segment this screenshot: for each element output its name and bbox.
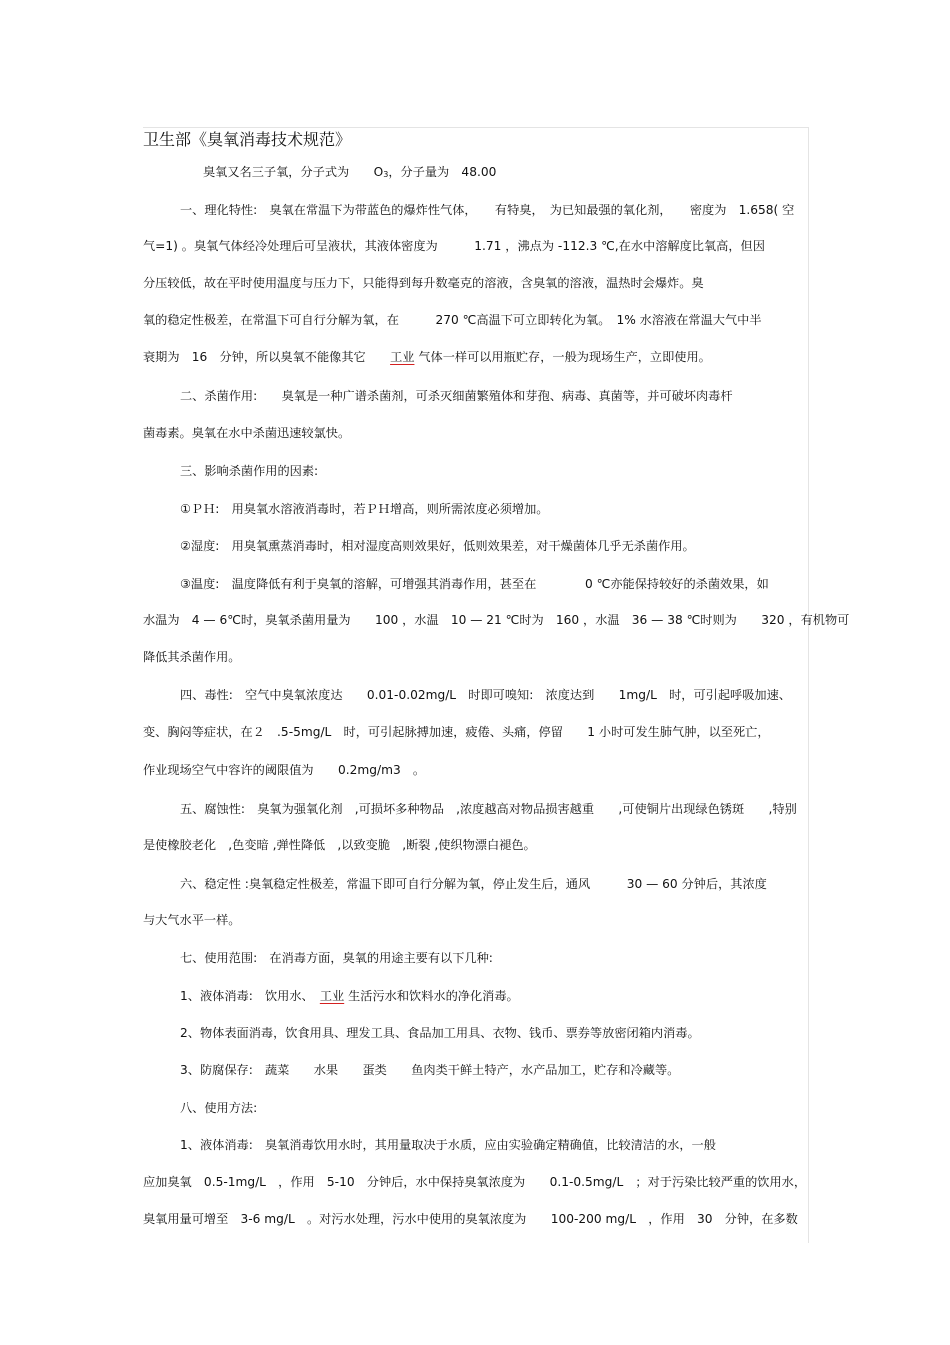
paragraph-line: 菌毒素。臭氧在水中杀菌迅速较氯快。 bbox=[143, 426, 351, 440]
paragraph-line: 3、防腐保存: 蔬菜 水果 蛋类 鱼肉类干鲜土特产，水产品加工，贮存和冷藏等。 bbox=[180, 1063, 680, 1077]
paragraph-line: 降低其杀菌作用。 bbox=[143, 650, 241, 664]
paragraph-line: 应加臭氧 0.5-1mg/L ，作用 5-10 分钟后，水中保持臭氧浓度为 0.1-0.5mg/L ；对于污染比较严重的饮用水， bbox=[143, 1175, 807, 1189]
paragraph-line: 二、杀菌作用: 臭氧是一种广谱杀菌剂，可杀灭细菌繁殖体和芽孢、病毒、真菌等，并可破坏肉毒杆 bbox=[180, 389, 733, 403]
paragraph-line: ③温度: 温度降低有利于臭氧的溶解，可增强其消毒作用，甚至在 0 ℃亦能保持较好的杀菌效果，如 bbox=[180, 577, 769, 591]
paragraph-line: 六、稳定性 :臭氧稳定性极差，常温下即可自行分解为氧，停止发生后，通风 30 — 60 分钟后，其浓度 bbox=[180, 877, 767, 891]
paragraph-line: 一、理化特性: 臭氧在常温下为带蓝色的爆炸性气体， 有特臭， 为已知最强的氧化剂， 密度为 1.658( 空 bbox=[180, 203, 795, 217]
paragraph-line: 变、胸闷等症状，在２ .5-5mg/L 时，可引起脉搏加速，疲倦、头痛，停留 1 小时可发生肺气肿，以至死亡， bbox=[143, 725, 770, 739]
section-heading: 七、使用范围: 在消毒方面，臭氧的用途主要有以下几种: bbox=[180, 951, 493, 965]
paragraph-line: 与大气水平一样。 bbox=[143, 913, 241, 927]
underlined-word: 工业 bbox=[390, 350, 415, 364]
document-title: 卫生部《臭氧消毒技术规范》 bbox=[143, 130, 352, 149]
paragraph-line: 气=1) 。臭氧气体经冷处理后可呈液状，其液体密度为 1.71 ，沸点为 -112.3 ℃,在水中溶解度比氧高，但因 bbox=[143, 239, 765, 253]
paragraph-line: 1、液体消毒: 臭氧消毒饮用水时，其用量取决于水质，应由实验确定精确值，比较清洁的水，一般 bbox=[180, 1138, 716, 1152]
paragraph-line: 五、腐蚀性: 臭氧为强氧化剂 ,可损坏多种物品 ,浓度越高对物品损害越重 ,可使铜片出现绿色锈斑 ,特别 bbox=[180, 802, 797, 816]
paragraph-line: 氧的稳定性极差，在常温下可自行分解为氧，在 270 ℃高温下可立即转化为氧。 1% 水溶液在常温大气中半 bbox=[143, 313, 762, 327]
paragraph-line: 是使橡胶老化 ,色变暗 ,弹性降低 ,以致变脆 ,断裂 ,使织物漂白褪色。 bbox=[143, 838, 536, 852]
paragraph-line: 臭氧用量可增至 3-6 mg/L 。对污水处理，污水中使用的臭氧浓度为 100-200 mg/L ，作用 30 分钟，在多数 bbox=[143, 1212, 798, 1226]
section-heading: 三、影响杀菌作用的因素: bbox=[180, 464, 319, 478]
paragraph-line: 臭氧又名三子氧，分子式为 O3，分子量为 48.00 bbox=[203, 165, 497, 179]
paragraph-line: 水温为 4 — 6℃时，臭氧杀菌用量为 100 ，水温 10 — 21 ℃时为 160 ，水温 36 — 38 ℃时则为 320 ，有机物可 bbox=[143, 613, 850, 627]
paragraph-line: ②湿度: 用臭氧熏蒸消毒时，相对湿度高则效果好，低则效果差，对干燥菌体几乎无杀菌作用。 bbox=[180, 539, 695, 553]
paragraph-line: ①ＰＨ: 用臭氧水溶液消毒时，若ＰＨ增高，则所需浓度必须增加。 bbox=[180, 502, 549, 516]
paragraph-line: 作业现场空气中容许的阈限值为 0.2mg/m3 。 bbox=[143, 763, 426, 777]
paragraph-line: 2、物体表面消毒，饮食用具、理发工具、食品加工用具、衣物、钱币、票券等放密闭箱内消毒。 bbox=[180, 1026, 700, 1040]
paragraph-line: 衰期为 16 分钟，所以臭氧不能像其它 工业 气体一样可以用瓶贮存，一般为现场生产，立即使用。 bbox=[143, 350, 711, 364]
paragraph-line: 四、毒性: 空气中臭氧浓度达 0.01-0.02mg/L 时即可嗅知: 浓度达到 1mg/L 时，可引起呼吸加速、 bbox=[180, 688, 791, 702]
underlined-word: 工业 bbox=[319, 989, 345, 1003]
section-heading: 八、使用方法: bbox=[180, 1101, 258, 1115]
paragraph-line: 分压较低，故在平时使用温度与压力下，只能得到每升数毫克的溶液，含臭氧的溶液，温热时会爆炸。臭 bbox=[143, 276, 704, 290]
paragraph-line: 1、液体消毒: 饮用水、 工业 生活污水和饮料水的净化消毒。 bbox=[180, 989, 519, 1003]
